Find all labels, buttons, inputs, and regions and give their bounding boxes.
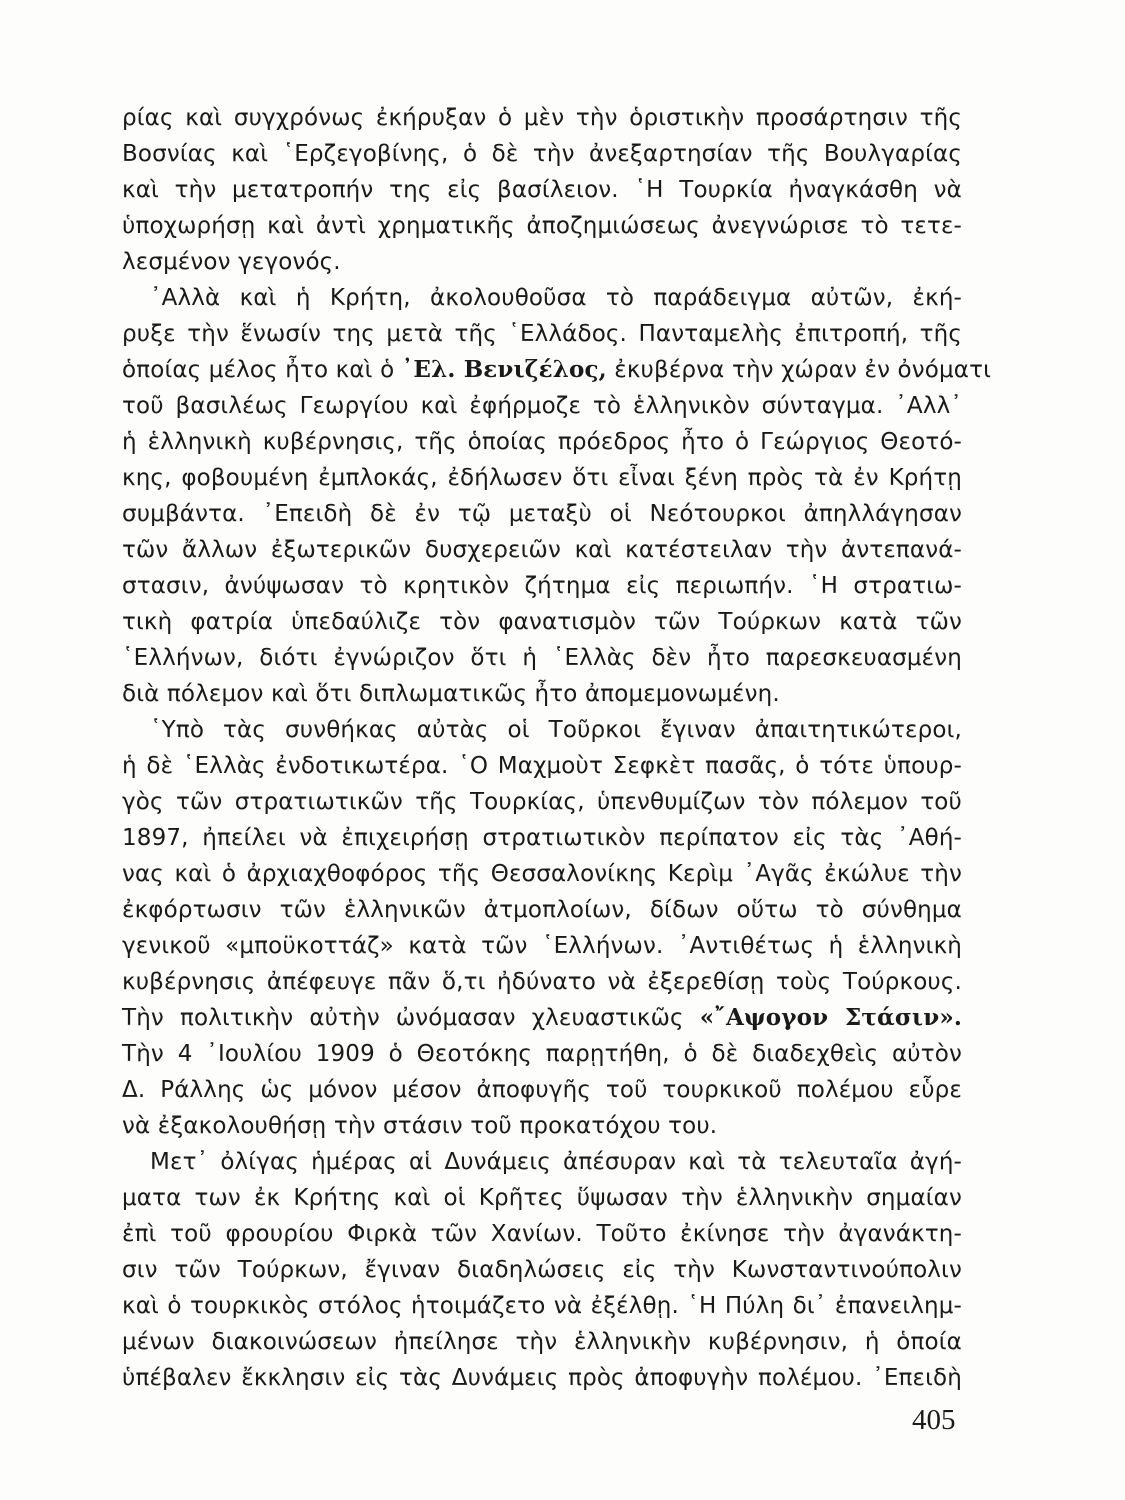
text-line: κυβέρνησις ἀπέφευγε πᾶν ὅ,τι ἠδύνατο νὰ ἐξερεθίσῃ τοὺς Τούρκους. [122,969,962,995]
text-line: Βοσνίας καὶ ῾Ερζεγοβίνης, ὁ δὲ τὴν ἀνεξαρτησίαν τῆς Βουλγαρίας [122,141,962,167]
text-line [122,1003,962,1033]
text-segment: ὁποίας μέλος ἦτο καὶ ὁ [122,357,395,383]
text-line: 1897, ἠπείλει νὰ ἐπιχειρήσῃ στρατιωτικὸν περίπατον εἰς τὰς ᾿Αθή- [122,825,962,851]
paragraph-start-line: ῾Υπὸ τὰς συνθήκας αὐτὰς οἱ Τοῦρκοι ἔγιναν ἀπαιτητικώτεροι, [150,717,962,743]
page-number: 405 [912,1404,956,1436]
paragraph-start-line: Μετ᾿ ὀλίγας ἡμέρας αἱ Δυνάμεις ἀπέσυραν καὶ τὰ τελευταῖα ἀγή- [150,1149,962,1175]
text-line: Δ. Ράλλης ὡς μόνον μέσον ἀποφυγῆς τοῦ τουρκικοῦ πολέμου εὗρε [122,1077,962,1103]
text-line: γὸς τῶν στρατιωτικῶν τῆς Τουρκίας, ὑπενθυμίζων τὸν πόλεμον τοῦ [122,789,962,815]
text-line: καὶ τὴν μετατροπήν της εἰς βασίλειον. ῾Η Τουρκία ἠναγκάσθη νὰ [122,177,962,203]
text-line: διὰ πόλεμον καὶ ὅτι διπλωματικῶς ἦτο ἀπομεμονωμένη. [122,681,780,707]
text-line: ὑπέβαλεν ἔκκλησιν εἰς τὰς Δυνάμεις πρὸς ἀποφυγὴν πολέμου. ᾿Επειδὴ [122,1365,962,1391]
text-line: ρίας καὶ συγχρόνως ἐκήρυξαν ὁ μὲν τὴν ὁριστικὴν προσάρτησιν τῆς [122,105,962,131]
text-line: ματα των ἐκ Κρήτης καὶ οἱ Κρῆτες ὕψωσαν τὴν ἑλληνικὴν σημαίαν [122,1185,962,1211]
text-line: ρυξε τὴν ἕνωσίν της μετὰ τῆς ῾Ελλάδος. Πανταμελὴς ἐπιτροπή, τῆς [122,321,962,347]
text-line: τοῦ βασιλέως Γεωργίου καὶ ἐφήρμοζε τὸ ἑλληνικὸν σύνταγμα. ᾿Αλλ᾿ [122,393,962,419]
text-line: Τὴν 4 ᾿Ιουλίου 1909 ὁ Θεοτόκης παρῃτήθη, ὁ δὲ διαδεχθεὶς αὐτὸν [122,1041,962,1067]
text-line: νὰ ἐξακολουθήσῃ τὴν στάσιν τοῦ προκατόχου του. [122,1113,718,1139]
text-line: λεσμένον γεγονός. [122,249,341,275]
text-line: ἐκφόρτωσιν τῶν ἑλληνικῶν ἀτμοπλοίων, δίδων οὕτω τὸ σύνθημα [122,897,962,923]
text-segment: ἐκυβέρνα τὴν χώραν ἐν ὀνόματι [614,357,991,383]
text-line: τικὴ φατρία ὑπεδαύλιζε τὸν φανατισμὸν τῶν Τούρκων κατὰ τῶν [122,609,962,635]
text-line: καὶ ὁ τουρκικὸς στόλος ἡτοιμάζετο νὰ ἐξέλθῃ. ῾Η Πύλη δι᾿ ἐπανειλημ- [122,1293,962,1319]
text-line: ἐπὶ τοῦ φρουρίου Φιρκὰ τῶν Χανίων. Τοῦτο ἐκίνησε τὴν ἀγανάκτη- [122,1221,962,1247]
text-line: ῾Ελλήνων, διότι ἐγνώριζον ὅτι ἡ ῾Ελλὰς δὲν ἦτο παρεσκευασμένη [122,645,962,671]
text-line: κης, φοβουμένη ἐμπλοκάς, ἐδήλωσεν ὅτι εἶναι ξένη πρὸς τὰ ἐν Κρήτῃ [122,465,962,491]
text-line: ὑποχωρήσῃ καὶ ἀντὶ χρηματικῆς ἀποζημιώσεως ἀνεγνώρισε τὸ τετε- [122,213,962,239]
text-line: μένων διακοινώσεων ἠπείλησε τὴν ἑλληνικὴν κυβέρνησιν, ἡ ὁποία [122,1329,962,1355]
emphasis-venizelos: ᾿Ελ. Βενιζέλος, [401,356,607,383]
text-line: στασιν, ἀνύψωσαν τὸ κρητικὸν ζήτημα εἰς περιωπήν. ῾Η στρατιω- [122,573,962,599]
text-line: συμβάντα. ᾿Επειδὴ δὲ ἐν τῷ μεταξὺ οἱ Νεότουρκοι ἀπηλλάγησαν [122,501,962,527]
text-line: σιν τῶν Τούρκων, ἔγιναν διαδηλώσεις εἰς τὴν Κωνσταντινούπολιν [122,1257,962,1283]
text-line: γενικοῦ «μποϋκοττάζ» κατὰ τῶν ῾Ελλήνων. ᾿Αντιθέτως ἡ ἑλληνικὴ [122,933,962,959]
text-line: ἡ ἑλληνικὴ κυβέρνησις, τῆς ὁποίας πρόεδρος ἦτο ὁ Γεώργιος Θεοτό- [122,429,962,455]
text-line [122,355,991,385]
emphasis-apsogon-stasin: «῎Αψογον Στάσιν». [699,1004,963,1031]
text-line: ἡ δὲ ῾Ελλὰς ἐνδοτικωτέρα. ῾Ο Μαχμοὺτ Σεφκὲτ πασᾶς, ὁ τότε ὑπουρ- [122,753,962,779]
text-segment: Τὴν πολιτικὴν αὐτὴν ὠνόμασαν χλευαστικῶς [122,1005,684,1031]
text-line: τῶν ἄλλων ἐξωτερικῶν δυσχερειῶν καὶ κατέστειλαν τὴν ἀντεπανά- [122,537,962,563]
paragraph-start-line: ᾿Αλλὰ καὶ ἡ Κρήτη, ἀκολουθοῦσα τὸ παράδειγμα αὐτῶν, ἐκή- [150,285,962,311]
text-line: νας καὶ ὁ ἀρχιαχθοφόρος τῆς Θεσσαλονίκης Κερὶμ ᾿Αγᾶς ἐκώλυε τὴν [122,861,962,887]
